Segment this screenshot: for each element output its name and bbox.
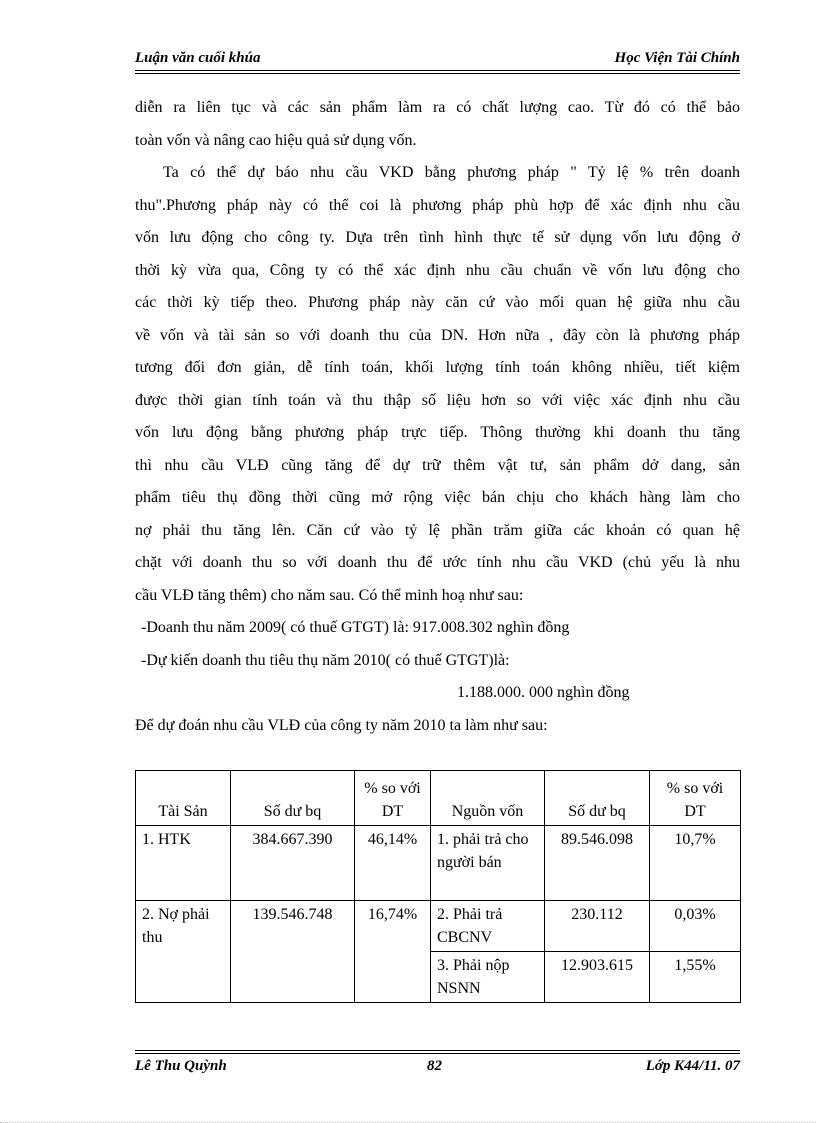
footer-author: Lê Thu Quỳnh [135, 1058, 227, 1074]
forecast-table [135, 770, 741, 1003]
text-line: chặt với doanh thu so với doanh thu để ước tính nhu cầu VKD (chủ yếu là nhu [135, 554, 740, 571]
cell-source: 1. phải trả cho người bán [431, 826, 545, 901]
header-title: Luận văn cuối khúa [135, 50, 261, 66]
text-line: phẩm tiêu thụ đồng thời cũng mở rộng việc bán chịu cho khách hàng làm cho [135, 489, 740, 506]
cell-asset: 2. Nợ phải thu [136, 901, 231, 1003]
bullet-revenue-2009: -Doanh thu năm 2009( có thuế GTGT) là: 917.008.302 nghìn đồng [141, 619, 570, 636]
header-source-percent: % so với DT [650, 771, 741, 826]
page-header [135, 48, 740, 70]
header-asset-percent: % so với DT [355, 771, 431, 826]
header-institution: Học Viện Tài Chính [614, 50, 740, 66]
page-number: 82 [427, 1058, 442, 1074]
text-line: vốn lưu động bằng phương pháp trực tiếp. Thông thường khi doanh thu tăng [135, 424, 740, 441]
text-line: vốn lưu động cho công ty. Dựa trên tình hình thực tế sử dụng vốn lưu động ở [135, 229, 740, 246]
header-asset: Tài Sản [136, 771, 231, 826]
table-header-row [136, 771, 741, 826]
cell-asset-balance: 384.667.390 [231, 826, 355, 901]
text-line: nợ phải thu tăng lên. Căn cứ vào tỷ lệ phần trăm giữa các khoản có quan hệ [135, 521, 740, 539]
cell-source-balance: 12.903.615 [545, 952, 650, 1003]
footer-class: Lớp K44/11. 07 [645, 1058, 740, 1074]
cell-source: 3. Phải nộp NSNN [431, 952, 545, 1003]
page-footer [135, 1054, 740, 1076]
text-line: Ta có thể dự báo nhu cầu VKD bằng phương pháp " Tỷ lệ % trên doanh [163, 164, 740, 181]
header-asset-balance: Số dư bq [231, 771, 355, 826]
text-line: được thời gian tính toán và thu thập số liệu hơn so với việc xác định nhu cầu [135, 391, 740, 409]
bullet-revenue-2010: -Dự kiến doanh thu tiêu thụ năm 2010( có thuế GTGT)là: [141, 651, 510, 669]
body-text [135, 92, 740, 742]
cell-source-percent: 10,7% [650, 826, 741, 901]
header-rule-2 [135, 73, 740, 74]
cell-asset: 1. HTK [136, 826, 231, 901]
table-row [136, 901, 741, 952]
text-line: thu".Phương pháp này có thể coi là phương pháp phù hợp để xác định nhu cầu [135, 196, 740, 214]
text-line: tương đối đơn giản, dễ tính toán, khối lượng tính toán không nhiều, tiết kiệm [135, 359, 740, 376]
text-line: thời kỳ vừa qua, Công ty có thể xác định nhu cầu chuẩn về vốn lưu động cho [135, 261, 740, 279]
text-line: toàn vốn và nâng cao hiệu quả sử dụng vốn. [135, 131, 417, 149]
text-line: thì nhu cầu VLĐ cũng tăng để dự trữ thêm vật tư, sản phẩm dở dang, sản [135, 456, 740, 474]
cell-asset-percent: 16,74% [355, 901, 431, 1003]
header-rule [135, 70, 740, 71]
text-line: cầu VLĐ tăng thêm) cho năm sau. Có thể minh hoạ như sau: [135, 586, 524, 604]
header-source-balance: Số dư bq [545, 771, 650, 826]
cell-asset-percent: 46,14% [355, 826, 431, 901]
cell-source-balance: 230.112 [545, 901, 650, 952]
footer-rule [135, 1050, 740, 1051]
table-row [136, 826, 741, 901]
revenue-2010-value: 1.188.000. 000 nghìn đồng [457, 684, 630, 701]
cell-asset-balance: 139.546.748 [231, 901, 355, 1003]
cell-source-balance: 89.546.098 [545, 826, 650, 901]
cell-source-percent: 0,03% [650, 901, 741, 952]
table-intro: Để dự đoán nhu cầu VLĐ của công ty năm 2010 ta làm như sau: [135, 716, 548, 734]
header-source: Nguồn vốn [431, 771, 545, 826]
cell-source: 2. Phải trả CBCNV [431, 901, 545, 952]
text-line: về vốn và tài sản so với doanh thu của DN. Hơn nữa , đây còn là phương pháp [135, 326, 740, 344]
text-line: diễn ra liên tục và các sản phẩm làm ra có chất lượng cao. Từ đó có thể bảo [135, 99, 740, 116]
text-line: các thời kỳ tiếp theo. Phương pháp này căn cứ vào mối quan hệ giữa nhu cầu [135, 294, 740, 311]
cell-source-percent: 1,55% [650, 952, 741, 1003]
